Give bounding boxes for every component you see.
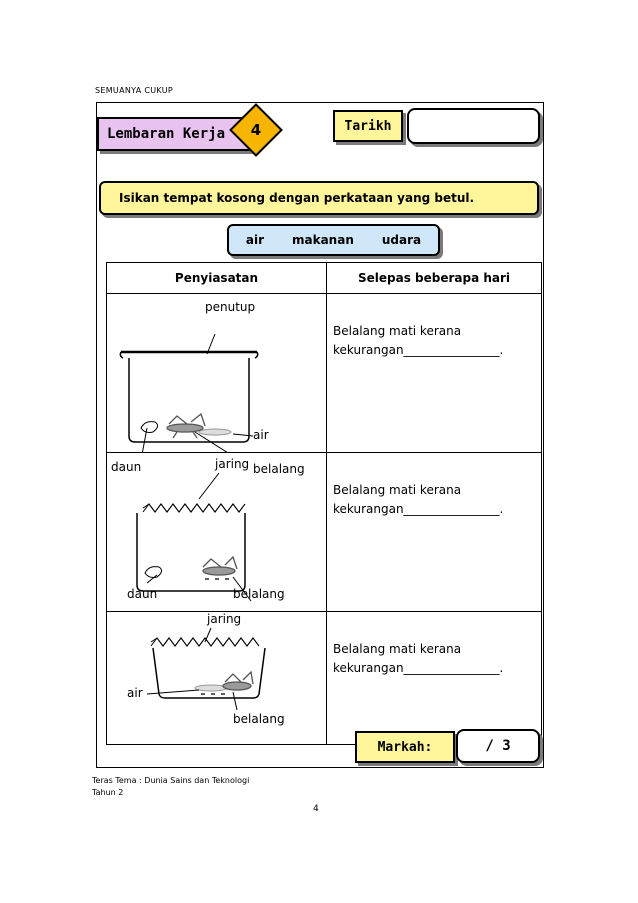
label-leaf: daun — [111, 460, 142, 474]
water-dish-icon — [199, 429, 231, 435]
worksheet-label: Lembaran Kerja — [97, 117, 255, 151]
result-cell — [327, 453, 542, 612]
word-bank — [227, 224, 440, 256]
worksheet-number: 4 — [250, 121, 262, 139]
answer-text: Belalang mati kerana — [333, 324, 462, 338]
footer — [92, 775, 249, 799]
investigation-table — [106, 262, 542, 745]
grasshopper-icon — [203, 557, 237, 579]
table-row — [107, 453, 542, 612]
column-header-investigation: Penyiasatan — [107, 263, 327, 294]
netted-container-water-illustration — [107, 612, 326, 744]
label-cover: penutup — [205, 300, 256, 314]
answer-blank[interactable]: kekurangan________________. — [333, 343, 504, 357]
answer-blank[interactable]: kekurangan________________. — [333, 661, 504, 675]
running-header: SEMUANYA CUKUP — [95, 86, 173, 95]
date-field[interactable] — [407, 108, 540, 144]
footer-year: Tahun 2 — [92, 788, 124, 797]
label-net: jaring — [207, 612, 242, 626]
label-water: air — [253, 428, 269, 442]
score-field[interactable]: / 3 — [456, 729, 540, 763]
table-row — [107, 294, 542, 453]
footer-theme: Teras Tema : Dunia Sains dan Teknologi — [92, 776, 250, 785]
score-label: Markah: — [355, 731, 455, 763]
label-net: jaring — [215, 457, 250, 471]
leaf-icon — [145, 567, 162, 578]
leaf-icon — [141, 422, 158, 433]
word-bank-item: udara — [381, 233, 422, 247]
answer-text: Belalang mati kerana — [333, 642, 462, 656]
label-insect: belalang — [233, 587, 285, 601]
answer-text: Belalang mati kerana — [333, 483, 462, 497]
result-cell — [327, 294, 542, 453]
table-row — [107, 612, 542, 745]
investigation-cell — [107, 453, 327, 612]
date-label: Tarikh — [333, 110, 403, 142]
closed-container-illustration — [107, 294, 326, 452]
water-dish-icon — [195, 685, 227, 691]
column-header-result: Selepas beberapa hari — [327, 263, 542, 294]
label-insect: belalang — [253, 462, 305, 476]
instruction-banner: Isikan tempat kosong dengan perkataan yang betul. — [99, 181, 539, 215]
word-bank-item: air — [245, 233, 264, 247]
word-bank-item: makanan — [292, 233, 354, 247]
label-leaf: daun — [127, 587, 158, 601]
answer-blank[interactable]: kekurangan________________. — [333, 502, 504, 516]
result-cell — [327, 612, 542, 745]
label-water: air — [127, 686, 143, 700]
label-insect: belalang — [233, 712, 285, 726]
investigation-cell — [107, 612, 327, 745]
page-number: 4 — [313, 804, 319, 814]
